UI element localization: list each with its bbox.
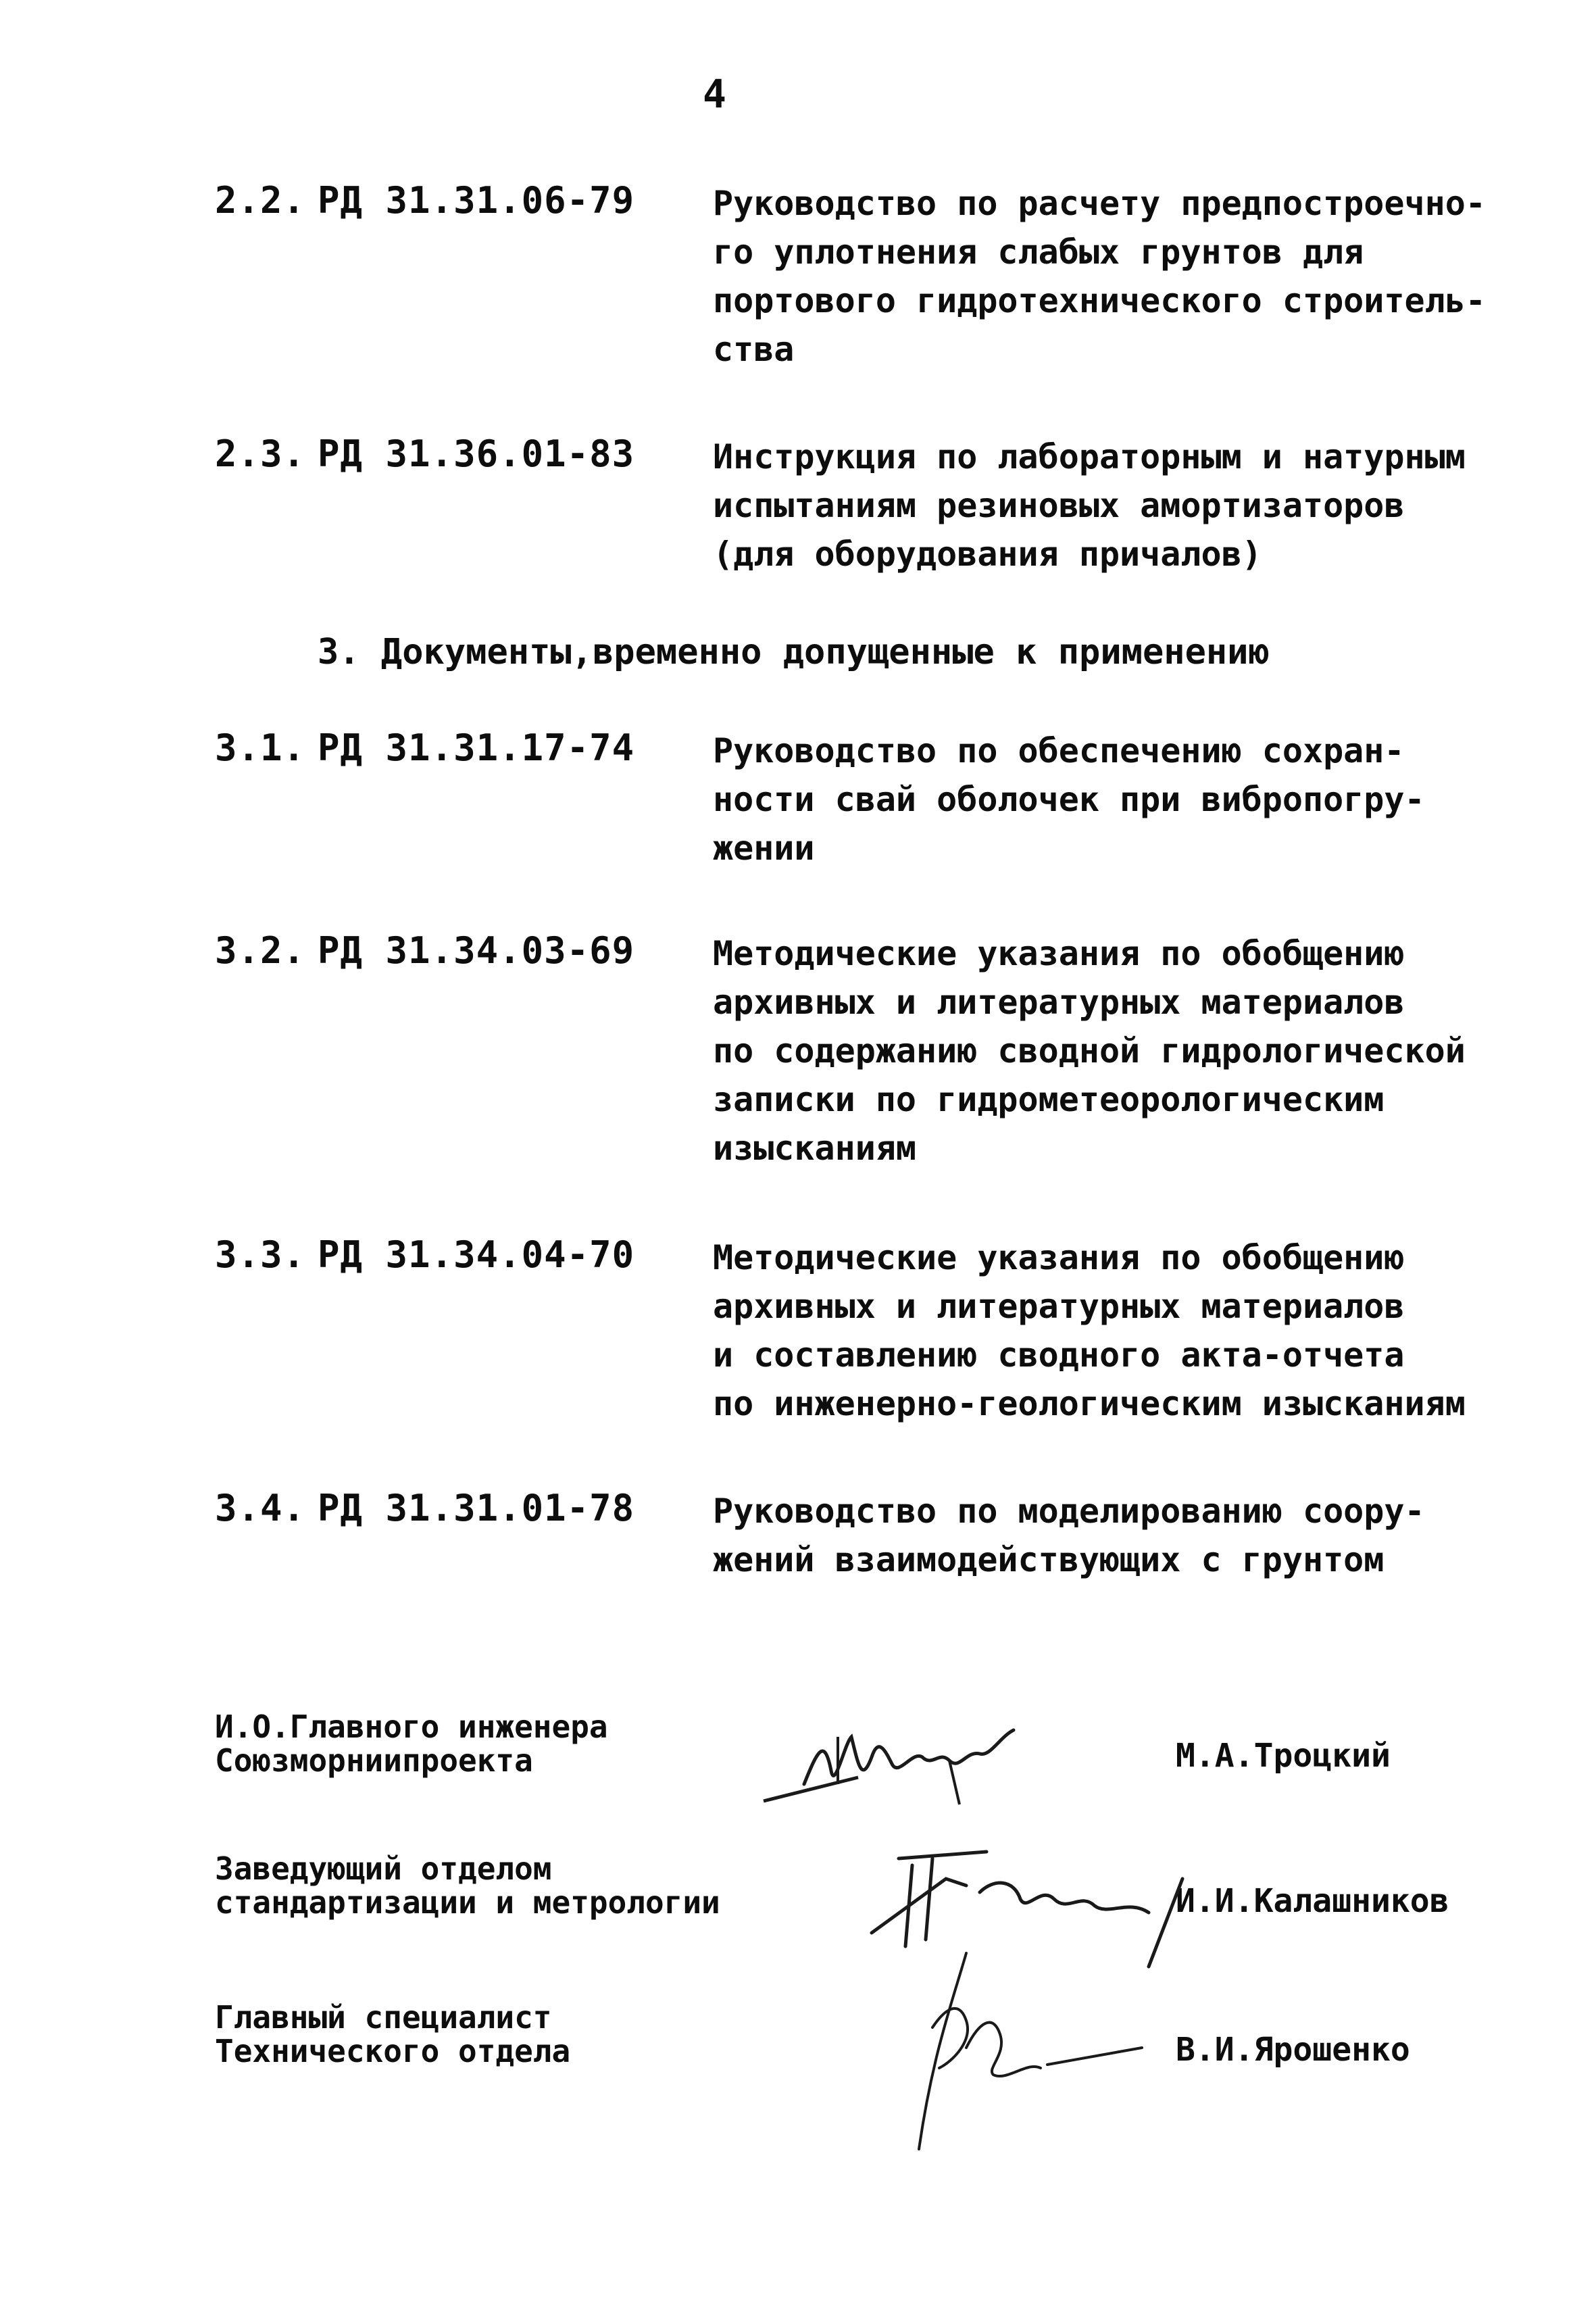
entry-number: 3.3. xyxy=(215,1233,306,1276)
page-number: 4 xyxy=(703,71,726,117)
position-line: Главный специалист xyxy=(215,1999,552,2036)
title-line: ства xyxy=(713,330,795,369)
document-title xyxy=(713,727,1524,872)
signatory-position xyxy=(215,2000,570,2068)
title-line: Методические указания по обобщению xyxy=(713,1238,1405,1277)
signatory-position xyxy=(215,1710,608,1777)
section-heading: 3. Документы,временно допущенные к применению xyxy=(318,632,1270,672)
position-line: стандартизации и метрологии xyxy=(215,1884,720,1921)
handwritten-signature xyxy=(757,1710,1041,1811)
title-line: портового гидротехнического строитель- xyxy=(713,281,1486,320)
title-line: архивных и литературных материалов xyxy=(713,1287,1405,1326)
signatory-name: М.А.Троцкий xyxy=(1176,1737,1391,1775)
document-code: РД 31.31.01-78 xyxy=(318,1487,635,1529)
entry-number: 3.2. xyxy=(215,929,306,972)
document-title xyxy=(713,433,1524,578)
entry-number: 2.2. xyxy=(215,179,306,222)
document-code: РД 31.36.01-83 xyxy=(318,433,635,475)
title-line: го уплотнения слабых грунтов для xyxy=(713,232,1364,272)
document-title xyxy=(713,929,1524,1173)
document-title xyxy=(713,1233,1524,1428)
title-line: Руководство по обеспечению сохран- xyxy=(713,731,1405,770)
title-line: Руководство по моделированию соору- xyxy=(713,1492,1425,1531)
handwritten-signature xyxy=(892,1946,1162,2163)
document-code: РД 31.31.06-79 xyxy=(318,179,635,222)
position-line: И.О.Главного инженера xyxy=(215,1708,608,1745)
document-title xyxy=(713,179,1524,374)
title-line: и составлению сводного акта-отчета xyxy=(713,1335,1405,1375)
title-line: (для оборудования причалов) xyxy=(713,535,1262,574)
entry-number: 3.4. xyxy=(215,1487,306,1529)
signatory-name: В.И.Ярошенко xyxy=(1176,2031,1410,2069)
title-line: Руководство по расчету предпостроечно- xyxy=(713,184,1486,223)
title-line: по содержанию сводной гидрологической xyxy=(713,1031,1466,1070)
position-line: Технического отдела xyxy=(215,2033,571,2069)
signatory-name: И.И.Калашников xyxy=(1176,1882,1449,1920)
document-code: РД 31.31.17-74 xyxy=(318,727,635,769)
document-code: РД 31.34.04-70 xyxy=(318,1233,635,1276)
title-line: жений взаимодействующих с грунтом xyxy=(713,1540,1385,1579)
position-line: Заведующий отделом xyxy=(215,1850,552,1887)
entry-number: 3.1. xyxy=(215,727,306,769)
title-line: по инженерно-геологическим изысканиям xyxy=(713,1384,1466,1423)
title-line: изысканиям xyxy=(713,1129,917,1168)
title-line: архивных и литературных материалов xyxy=(713,983,1405,1022)
title-line: Инструкция по лабораторным и натурным xyxy=(713,437,1466,476)
entry-number: 2.3. xyxy=(215,433,306,475)
position-line: Союзморниипроекта xyxy=(215,1742,533,1779)
title-line: записки по гидрометеорологическим xyxy=(713,1080,1385,1119)
signatory-position xyxy=(215,1852,720,1919)
document-code: РД 31.34.03-69 xyxy=(318,929,635,972)
title-line: ности свай оболочек при вибропогру- xyxy=(713,780,1425,819)
title-line: жении xyxy=(713,829,815,868)
title-line: испытаниям резиновых амортизаторов xyxy=(713,486,1405,525)
title-line: Методические указания по обобщению xyxy=(713,934,1405,973)
document-title xyxy=(713,1487,1524,1584)
